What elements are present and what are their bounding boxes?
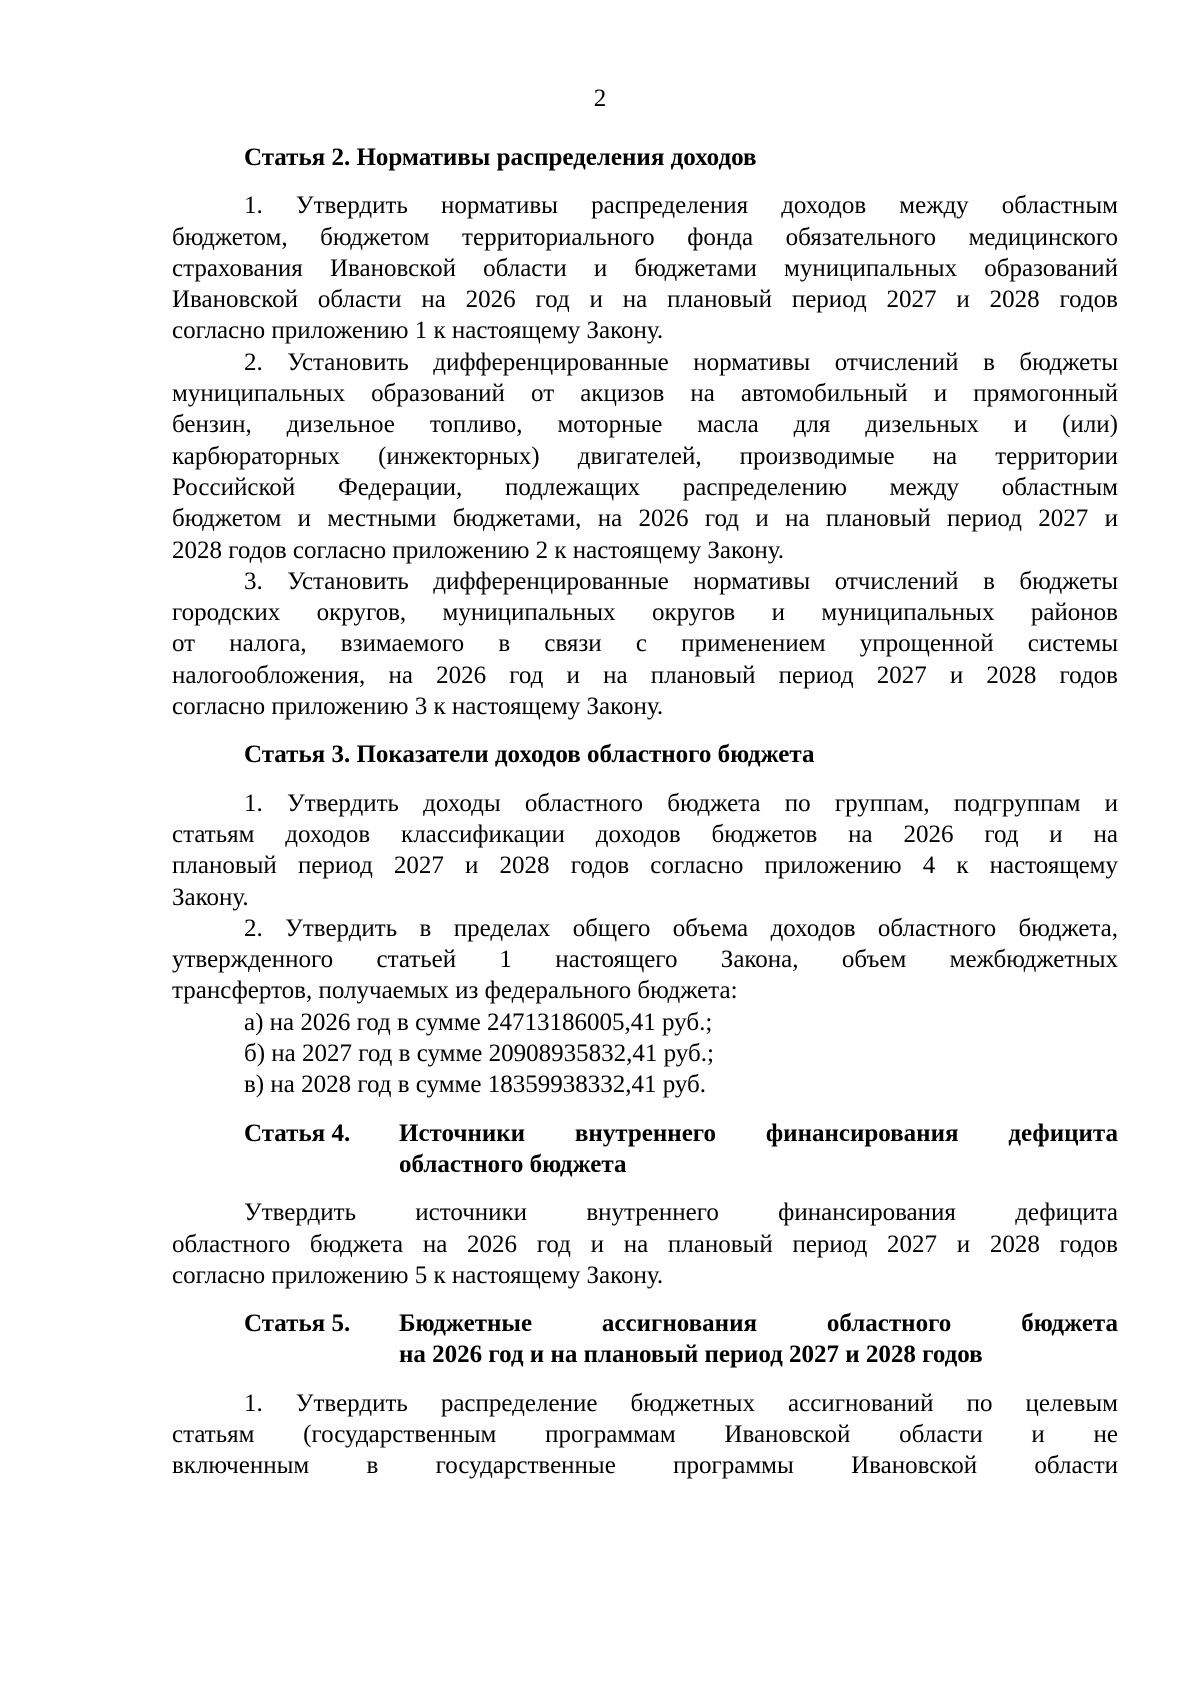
article-3-paragraph-2 [172,913,1118,1007]
heading-line: на 2026 год и на плановый период 2027 и 2028 годов [399,1341,983,1369]
article-5-paragraph-1 [172,1388,1118,1482]
heading-line: Источники внутреннего финансирования дефицита [399,1119,1118,1147]
text-line: трансфертов, получаемых из федерального бюджета: [172,977,738,1005]
article-5-heading [399,1308,1118,1371]
article-2-paragraph-3 [172,566,1118,722]
heading-line: областного бюджета [399,1150,627,1178]
text-line: налогообложения, на 2026 год и на плановый период 2027 и 2028 годов [172,661,1118,689]
text-line: 2028 годов согласно приложению 2 к настоящему Закону. [172,536,785,564]
text-line: 1. Утвердить распределение бюджетных ассигнований по целевым [244,1389,1118,1417]
article-4-number: Статья 4. [244,1119,351,1147]
list-item: б) на 2027 год в сумме 20908935832,41 руб.; [244,1040,714,1068]
text-line: областного бюджета на 2026 год и на плановый период 2027 и 2028 годов [172,1230,1118,1258]
text-line: бензин, дизельное топливо, моторные масла для дизельных и (или) [172,411,1118,439]
text-line: Российской Федерации, подлежащих распределению между областным [172,473,1118,501]
text-line: статьям доходов классификации доходов бюджетов на 2026 год и на [172,820,1118,848]
text-line: бюджетом, бюджетом территориального фонда обязательного медицинского [172,223,1118,251]
article-4-paragraph-1 [172,1197,1118,1291]
text-line: бюджетом и местными бюджетами, на 2026 год и на плановый период 2027 и [172,505,1118,533]
text-line: 2. Утвердить в пределах общего объема доходов областного бюджета, [244,914,1118,942]
list-item: а) на 2026 год в сумме 24713186005,41 руб.; [244,1008,713,1036]
text-line: 3. Установить дифференцированные нормативы отчислений в бюджеты [244,567,1118,595]
text-line: 1. Утвердить нормативы распределения доходов между областным [244,192,1118,220]
article-2-paragraph-2 [172,347,1118,566]
text-line: Закону. [172,883,249,911]
article-5-number: Статья 5. [244,1310,351,1338]
text-line: городских округов, муниципальных округов и муниципальных районов [172,599,1118,627]
text-line: статьям (государственным программам Ивановской области и не [172,1420,1118,1448]
article-3-title: Статья 3. Показатели доходов областного бюджета [244,741,815,769]
article-2-title: Статья 2. Нормативы распределения доходов [244,144,757,171]
text-line: согласно приложению 3 к настоящему Закону. [172,693,664,721]
text-line: включенным в государственные программы Ивановской области [172,1452,1118,1480]
text-line: плановый период 2027 и 2028 годов согласно приложению 4 к настоящему [172,852,1118,880]
text-line: утвержденного статьей 1 настоящего Закона, объем межбюджетных [172,946,1118,974]
article-3-paragraph-1 [172,788,1118,913]
text-line: 1. Утвердить доходы областного бюджета по группам, подгруппам и [244,789,1118,817]
document-body [172,142,1118,1482]
text-line: Ивановской области на 2026 год и на плановый период 2027 и 2028 годов [172,286,1118,314]
list-item: в) на 2028 год в сумме 18359938332,41 руб. [244,1071,707,1099]
text-line: Утвердить источники внутреннего финансирования дефицита [244,1199,1118,1227]
text-line: от налога, взимаемого в связи с применением упрощенной системы [172,630,1118,658]
heading-line: Бюджетные ассигнования областного бюджета [399,1310,1118,1338]
text-line: 2. Установить дифференцированные нормативы отчислений в бюджеты [244,348,1118,376]
article-4-heading [399,1118,1118,1181]
text-line: согласно приложению 1 к настоящему Закону. [172,317,664,345]
article-4-title [172,1118,1118,1181]
article-5-title [172,1308,1118,1371]
text-line: муниципальных образований от акцизов на автомобильный и прямогонный [172,380,1118,408]
page-number: 2 [593,85,607,112]
article-2-paragraph-1 [172,190,1118,346]
text-line: карбюраторных (инжекторных) двигателей, производимые на территории [172,442,1118,470]
text-line: согласно приложению 5 к настоящему Закону. [172,1261,664,1289]
text-line: страхования Ивановской области и бюджетами муниципальных образований [172,254,1118,282]
